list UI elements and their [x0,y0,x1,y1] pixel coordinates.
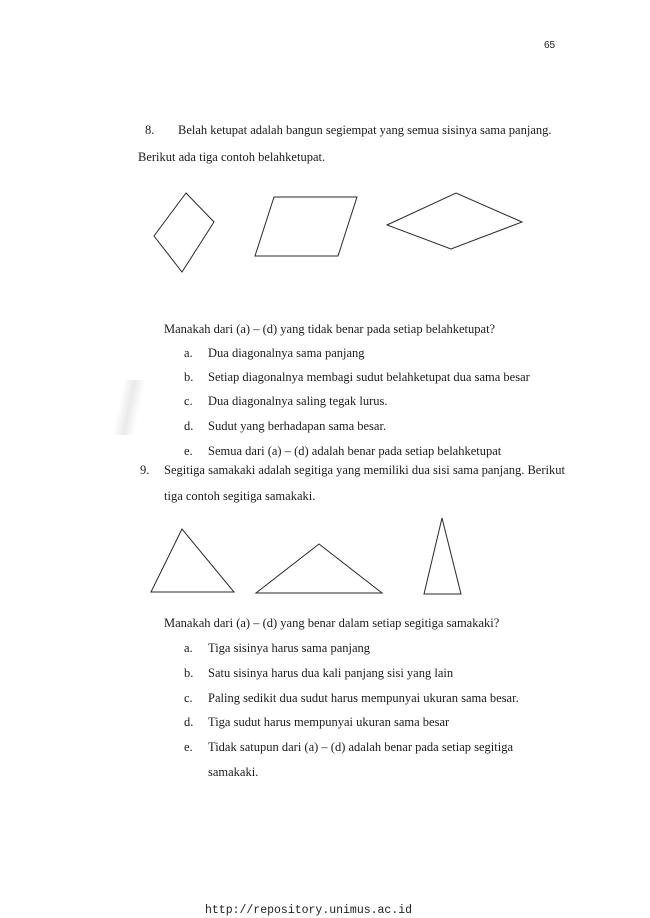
q8-text-line2: Berikut ada tiga contoh belahketupat. [138,150,326,164]
rhombus-3 [387,193,522,249]
q8-option-c-letter: c. [184,394,193,408]
q8-option-d-text: Sudut yang berhadapan sama besar. [208,419,387,433]
q8-option-d-letter: d. [184,419,194,433]
footer-url: http://repository.unimus.ac.id [205,904,413,917]
page-number: 65 [544,40,556,51]
q9-option-b-text: Satu sisinya harus dua kali panjang sisi yang lain [208,666,454,680]
q9-option-e-text-line2: samakaki. [208,765,259,779]
q9-option-e-text: Tidak satupun dari (a) – (d) adalah benar pada setiap segitiga [208,740,513,754]
q9-option-a-text: Tiga sisinya harus sama panjang [208,641,371,655]
q8-question: Manakah dari (a) – (d) yang tidak benar pada setiap belahketupat? [164,322,496,336]
q9-option-b-letter: b. [184,666,194,680]
q9-question: Manakah dari (a) – (d) yang benar dalam setiap segitiga samakaki? [164,616,500,630]
q8-option-c-text: Dua diagonalnya saling tegak lurus. [208,394,388,408]
q8-option-e-letter: e. [184,444,193,458]
q9-option-e-letter: e. [184,740,193,754]
q8-number: 8. [145,123,155,137]
q8-option-b-text: Setiap diagonalnya membagi sudut belahketupat dua sama besar [208,370,530,384]
rhombus-2 [255,197,357,256]
q8-option-b-letter: b. [184,370,194,384]
q9-text-line2: tiga contoh segitiga samakaki. [164,489,316,503]
q8-text-line1: Belah ketupat adalah bangun segiempat yang semua sisinya sama panjang. [178,123,552,137]
q8-option-a-text: Dua diagonalnya sama panjang [208,346,365,360]
triangle-1 [151,529,234,592]
q9-option-c-text: Paling sedikit dua sudut harus mempunyai ukuran sama besar. [208,691,519,705]
q9-number: 9. [140,463,150,477]
q9-option-c-letter: c. [184,691,193,705]
rhombus-1 [154,193,214,272]
triangle-2 [256,544,382,593]
q8-option-a-letter: a. [184,346,193,360]
triangle-3 [424,518,461,594]
q8-option-e-text: Semua dari (a) – (d) adalah benar pada setiap belahketupat [208,444,502,458]
q9-option-d-text: Tiga sudut harus mempunyai ukuran sama besar [208,715,450,729]
q9-option-d-letter: d. [184,715,194,729]
q9-text-line1: Segitiga samakaki adalah segitiga yang memiliki dua sisi sama panjang. Berikut [164,463,565,477]
q9-option-a-letter: a. [184,641,193,655]
